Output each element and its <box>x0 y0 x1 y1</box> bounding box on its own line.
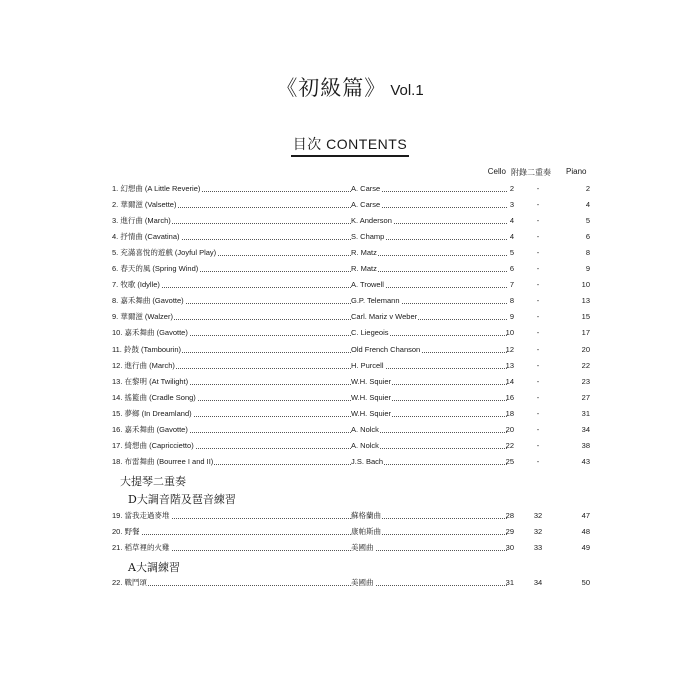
contents-row <box>112 183 592 199</box>
entry-title: 9. 華爾滋 (Walzer) <box>112 312 173 322</box>
section-heading-a-major: A大調練習 <box>128 561 180 574</box>
contents-heading: 目次 CONTENTS <box>0 134 700 157</box>
entry-composer: A. Trowell <box>351 280 384 290</box>
contents-row <box>112 526 592 542</box>
entry-piano-page: 6 <box>585 232 590 242</box>
entry-accompaniment-page: - <box>536 376 540 386</box>
entry-composer: C. Liegeois <box>351 328 389 338</box>
entry-title: 5. 充滿喜悅的遊戲 (Joyful Play) <box>112 248 217 258</box>
entry-cello-page: 28 <box>505 511 514 520</box>
entry-piano-page: 15 <box>581 312 590 322</box>
entry-composer: R. Matz <box>351 264 377 274</box>
entry-piano-page: 8 <box>585 248 590 258</box>
entry-composer: Old French Chanson <box>351 344 421 354</box>
entry-accompaniment-page: - <box>536 408 540 418</box>
entry-accompaniment-page: 32 <box>533 527 543 536</box>
entry-cello-page: 3 <box>509 200 514 210</box>
entry-composer: Carl. Mariz v Weber <box>351 312 418 322</box>
entry-piano-page: 27 <box>581 392 590 402</box>
contents-row <box>112 456 592 472</box>
entry-piano-page: 22 <box>581 360 590 370</box>
entry-piano-page: 17 <box>581 328 590 338</box>
contents-row <box>112 311 592 327</box>
contents-row <box>112 327 592 343</box>
entry-cello-page: 5 <box>509 248 514 258</box>
entry-cello-page: 30 <box>505 543 514 552</box>
contents-row <box>112 199 592 215</box>
entry-title: 19. 當我走過麥堆 <box>112 511 170 520</box>
entry-accompaniment-page: - <box>536 312 540 322</box>
contents-row <box>112 408 592 424</box>
entry-composer: R. Matz <box>351 248 377 258</box>
entry-accompaniment-page: 34 <box>533 578 543 587</box>
entry-cello-page: 10 <box>505 328 514 338</box>
entry-composer: W.H. Squier <box>351 408 392 418</box>
entry-title: 1. 幻想曲 (A Little Reverie) <box>112 184 201 193</box>
entry-piano-page: 47 <box>581 511 590 520</box>
entry-cello-page: 14 <box>505 376 514 386</box>
entry-title: 14. 搖籃曲 (Cradle Song) <box>112 392 196 402</box>
entry-composer: W.H. Squier <box>351 392 392 402</box>
entry-title: 20. 野餐 <box>112 527 140 536</box>
entry-accompaniment-page: - <box>536 344 540 354</box>
entry-title: 10. 嘉禾舞曲 (Gavotte) <box>112 328 188 338</box>
entry-accompaniment-page: - <box>536 360 540 370</box>
entry-accompaniment-page: 32 <box>533 511 543 520</box>
entry-composer: A. Carse <box>351 200 381 210</box>
entry-composer: J.S. Bach <box>351 456 384 466</box>
entry-cello-page: 18 <box>505 408 514 418</box>
entry-piano-page: 31 <box>581 408 590 418</box>
contents-row <box>112 360 592 376</box>
entry-cello-page: 7 <box>509 280 514 290</box>
section-heading-d-major: D大調音階及琶音練習 <box>128 493 236 506</box>
entry-accompaniment-page: - <box>536 216 540 226</box>
entry-cello-page: 8 <box>509 296 514 306</box>
entry-piano-page: 20 <box>581 344 590 354</box>
entry-accompaniment-page: - <box>536 440 540 450</box>
entry-accompaniment-page: - <box>536 184 540 193</box>
entry-composer: W.H. Squier <box>351 376 392 386</box>
entry-title: 8. 嘉禾舞曲 (Gavotte) <box>112 296 184 306</box>
contents-row <box>112 231 592 247</box>
entry-cello-page: 25 <box>505 456 514 466</box>
entry-piano-page: 23 <box>581 376 590 386</box>
entry-cello-page: 29 <box>505 527 514 536</box>
column-header-accompaniment: 附錄二重奏 <box>511 168 551 177</box>
entry-cello-page: 4 <box>509 216 514 226</box>
entry-title: 3. 進行曲 (March) <box>112 216 171 226</box>
entry-title: 6. 春天的風 (Spring Wind) <box>112 264 199 274</box>
entry-cello-page: 13 <box>505 360 514 370</box>
entry-composer: A. Nolck <box>351 440 379 450</box>
entry-composer: 蘇格蘭曲 <box>351 511 381 520</box>
contents-row <box>112 542 592 558</box>
entry-cello-page: 22 <box>505 440 514 450</box>
contents-row <box>112 577 592 593</box>
entry-cello-page: 6 <box>509 264 514 274</box>
entry-title: 4. 抒情曲 (Cavatina) <box>112 232 180 242</box>
entry-title: 21. 稻草裡的火雞 <box>112 543 170 552</box>
entry-accompaniment-page: - <box>536 328 540 338</box>
contents-row <box>112 247 592 263</box>
entry-composer: A. Carse <box>351 184 381 193</box>
contents-row <box>112 279 592 295</box>
entry-composer: 美國曲 <box>351 543 374 552</box>
entry-composer: 康帕斯曲 <box>351 527 381 536</box>
leader-dots <box>112 534 351 535</box>
entry-cello-page: 16 <box>505 392 514 402</box>
contents-row <box>112 344 592 360</box>
entry-piano-page: 4 <box>585 200 590 210</box>
entry-accompaniment-page: - <box>536 424 540 434</box>
entry-piano-page: 49 <box>581 543 590 552</box>
entry-piano-page: 48 <box>581 527 590 536</box>
entry-title: 2. 華爾滋 (Valsette) <box>112 200 177 210</box>
entry-piano-page: 34 <box>581 424 590 434</box>
volume-label: Vol.1 <box>390 82 424 99</box>
contents-row <box>112 392 592 408</box>
entry-title: 11. 鈴鼓 (Tambourin) <box>112 344 182 354</box>
entry-piano-page: 5 <box>585 216 590 226</box>
entry-accompaniment-page: - <box>536 280 540 290</box>
entry-cello-page: 4 <box>509 232 514 242</box>
entry-title: 18. 布雷舞曲 (Bourree I and II) <box>112 456 214 466</box>
entry-title: 15. 夢鄉 (In Dreamland) <box>112 408 192 418</box>
book-title <box>0 72 700 102</box>
entry-accompaniment-page: - <box>536 392 540 402</box>
contents-row <box>112 424 592 440</box>
column-header-cello: Cello <box>487 167 506 176</box>
entry-composer: S. Champ <box>351 232 385 242</box>
entry-accompaniment-page: - <box>536 200 540 210</box>
entry-cello-page: 9 <box>509 312 514 322</box>
entry-title: 22. 戰鬥頌 <box>112 578 148 587</box>
entry-cello-page: 31 <box>505 578 514 587</box>
entry-piano-page: 9 <box>585 264 590 274</box>
entry-title: 12. 進行曲 (March) <box>112 360 175 370</box>
book-title-main: 《初級篇》 <box>276 76 387 100</box>
entry-accompaniment-page: - <box>536 264 540 274</box>
contents-row <box>112 376 592 392</box>
entry-piano-page: 2 <box>585 184 590 193</box>
entry-title: 13. 在黎明 (At Twilight) <box>112 376 189 386</box>
entry-composer: H. Purcell <box>351 360 384 370</box>
entry-title: 17. 綺想曲 (Capriccietto) <box>112 440 194 450</box>
entry-cello-page: 2 <box>509 184 514 193</box>
contents-row <box>112 295 592 311</box>
entry-accompaniment-page: - <box>536 296 540 306</box>
entry-accompaniment-page: - <box>536 456 540 466</box>
entry-title: 7. 牧歌 (Idylle) <box>112 280 160 290</box>
entry-title: 16. 嘉禾舞曲 (Gavotte) <box>112 424 188 434</box>
entry-composer: A. Nolck <box>351 424 379 434</box>
contents-row <box>112 440 592 456</box>
entry-piano-page: 43 <box>581 456 590 466</box>
entry-accompaniment-page: 33 <box>533 543 543 552</box>
entry-piano-page: 13 <box>581 296 590 306</box>
entry-composer: 美國曲 <box>351 578 374 587</box>
entry-composer: K. Anderson <box>351 216 392 226</box>
entry-composer: G.P. Telemann <box>351 296 400 306</box>
entry-accompaniment-page: - <box>536 232 540 242</box>
entry-accompaniment-page: - <box>536 248 540 258</box>
entry-cello-page: 20 <box>505 424 514 434</box>
contents-row <box>112 263 592 279</box>
column-header-piano: Piano <box>566 167 587 176</box>
contents-row <box>112 215 592 231</box>
entry-piano-page: 10 <box>581 280 590 290</box>
entry-piano-page: 50 <box>581 578 590 587</box>
contents-row <box>112 510 592 526</box>
section-heading-duet: 大提琴二重奏 <box>120 475 186 488</box>
entry-cello-page: 12 <box>505 344 514 354</box>
entry-piano-page: 38 <box>581 440 590 450</box>
